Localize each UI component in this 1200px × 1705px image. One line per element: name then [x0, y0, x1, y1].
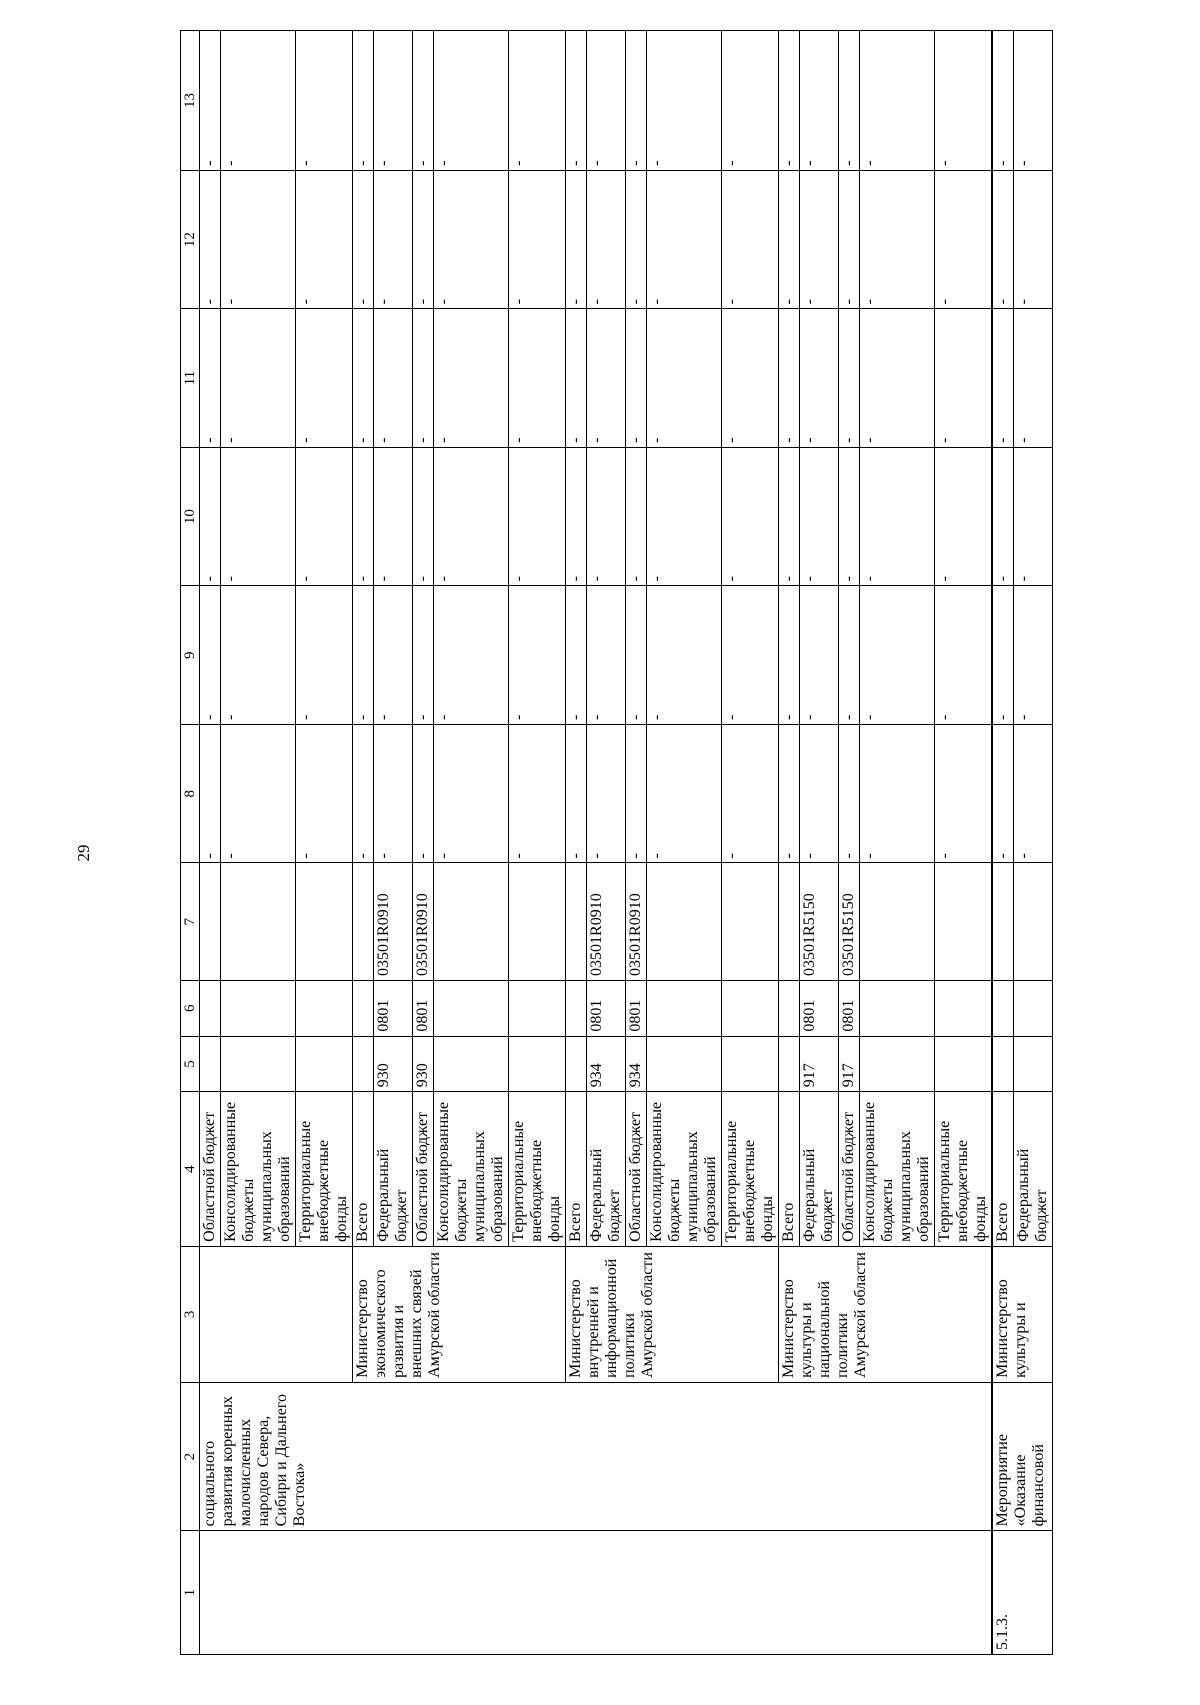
rzpr-cell: 0801	[374, 980, 413, 1036]
value-cell: -	[626, 31, 647, 171]
rzpr-cell: 0801	[626, 980, 647, 1036]
value-cell: -	[647, 724, 722, 863]
value-cell: -	[779, 170, 800, 309]
column-header: 9	[181, 586, 200, 725]
grbs-cell: 930	[413, 1036, 434, 1092]
value-cell: -	[1014, 309, 1053, 448]
value-cell: -	[221, 170, 296, 309]
value-cell: -	[296, 170, 353, 309]
value-cell: -	[509, 309, 566, 448]
item-name-cell: социального развития коренных малочисленных народов Севера, Сибири и Дальнего Востока»	[200, 1382, 993, 1530]
source-cell: Всего	[779, 1092, 800, 1247]
source-cell: Всего	[992, 1092, 1014, 1247]
value-cell: -	[434, 447, 509, 586]
source-cell: Федеральный бюджет	[374, 1092, 413, 1247]
value-cell: -	[860, 724, 935, 863]
executor-cell: Министерство внутренней и информационной политики Амурской области	[566, 1246, 779, 1382]
value-cell: -	[221, 586, 296, 725]
grbs-cell: 934	[587, 1036, 626, 1092]
source-cell: Федеральный бюджет	[1014, 1092, 1053, 1247]
csr-cell: 03501R0910	[626, 863, 647, 981]
source-cell: Территориальные внебюджетные фонды	[509, 1092, 566, 1247]
value-cell: -	[587, 31, 626, 171]
value-cell: -	[779, 447, 800, 586]
page-number: 29	[74, 844, 93, 862]
source-cell: Всего	[353, 1092, 374, 1247]
csr-cell: 03501R5150	[800, 863, 839, 981]
value-cell: -	[722, 447, 779, 586]
value-cell: -	[860, 170, 935, 309]
column-header: 6	[181, 980, 200, 1036]
rotated-table-container	[180, 30, 1053, 1655]
value-cell: -	[353, 586, 374, 725]
csr-cell: 03501R0910	[587, 863, 626, 981]
rzpr-cell	[200, 980, 221, 1036]
value-cell: -	[221, 724, 296, 863]
column-header: 12	[181, 170, 200, 309]
value-cell: -	[566, 586, 587, 725]
value-cell: -	[509, 170, 566, 309]
csr-cell: 03501R5150	[839, 863, 860, 981]
value-cell: -	[353, 31, 374, 171]
value-cell: -	[779, 309, 800, 448]
value-cell: -	[800, 724, 839, 863]
executor-cell: Министерство экономического развития и внешних связей Амурской области	[353, 1246, 566, 1382]
value-cell: -	[374, 31, 413, 171]
value-cell: -	[509, 31, 566, 171]
executor-cell	[200, 1246, 353, 1382]
value-cell: -	[860, 447, 935, 586]
value-cell: -	[839, 724, 860, 863]
value-cell: -	[779, 31, 800, 171]
value-cell: -	[200, 447, 221, 586]
grbs-cell	[200, 1036, 221, 1092]
value-cell: -	[296, 309, 353, 448]
value-cell: -	[800, 31, 839, 171]
source-cell: Консолидированные бюджеты муниципальных образований	[434, 1092, 509, 1247]
value-cell: -	[1014, 586, 1053, 725]
value-cell: -	[722, 170, 779, 309]
value-cell: -	[647, 309, 722, 448]
value-cell: -	[509, 724, 566, 863]
value-cell: -	[722, 31, 779, 171]
value-cell: -	[221, 309, 296, 448]
item-number-cell: 5.1.3.	[992, 1531, 1053, 1655]
value-cell: -	[566, 31, 587, 171]
value-cell: -	[722, 724, 779, 863]
value-cell: -	[992, 309, 1014, 448]
value-cell: -	[992, 447, 1014, 586]
value-cell: -	[353, 170, 374, 309]
value-cell: -	[413, 447, 434, 586]
value-cell: -	[587, 724, 626, 863]
header-row	[181, 31, 200, 1655]
value-cell: -	[1014, 447, 1053, 586]
value-cell: -	[587, 309, 626, 448]
value-cell: -	[626, 170, 647, 309]
value-cell: -	[935, 31, 993, 171]
value-cell: -	[722, 586, 779, 725]
value-cell: -	[413, 309, 434, 448]
column-header: 11	[181, 309, 200, 448]
value-cell: -	[800, 309, 839, 448]
value-cell: -	[839, 447, 860, 586]
value-cell: -	[200, 309, 221, 448]
value-cell: -	[935, 170, 993, 309]
value-cell: -	[626, 724, 647, 863]
column-header: 5	[181, 1036, 200, 1092]
column-header: 4	[181, 1092, 200, 1247]
value-cell: -	[647, 447, 722, 586]
source-cell: Консолидированные бюджеты муниципальных образований	[647, 1092, 722, 1247]
column-header: 10	[181, 447, 200, 586]
value-cell: -	[434, 31, 509, 171]
value-cell: -	[800, 586, 839, 725]
value-cell: -	[626, 309, 647, 448]
value-cell: -	[509, 447, 566, 586]
budget-table	[180, 30, 1053, 1655]
value-cell: -	[1014, 724, 1053, 863]
value-cell: -	[434, 309, 509, 448]
value-cell: -	[413, 31, 434, 171]
value-cell: -	[200, 31, 221, 171]
value-cell: -	[221, 31, 296, 171]
value-cell: -	[779, 724, 800, 863]
executor-cell: Министерство культуры и национальной политики Амурской области	[779, 1246, 993, 1382]
grbs-cell: 934	[626, 1036, 647, 1092]
rzpr-cell: 0801	[800, 980, 839, 1036]
value-cell: -	[509, 586, 566, 725]
value-cell: -	[200, 170, 221, 309]
value-cell: -	[1014, 170, 1053, 309]
value-cell: -	[839, 309, 860, 448]
csr-cell: 03501R0910	[374, 863, 413, 981]
source-cell: Консолидированные бюджеты муниципальных образований	[221, 1092, 296, 1247]
value-cell: -	[992, 170, 1014, 309]
value-cell: -	[935, 586, 993, 725]
value-cell: -	[860, 309, 935, 448]
value-cell: -	[647, 31, 722, 171]
value-cell: -	[296, 586, 353, 725]
value-cell: -	[353, 309, 374, 448]
value-cell: -	[647, 586, 722, 725]
rzpr-cell: 0801	[587, 980, 626, 1036]
value-cell: -	[374, 170, 413, 309]
value-cell: -	[935, 724, 993, 863]
value-cell: -	[587, 170, 626, 309]
value-cell: -	[587, 586, 626, 725]
value-cell: -	[626, 447, 647, 586]
value-cell: -	[935, 447, 993, 586]
grbs-cell: 917	[800, 1036, 839, 1092]
value-cell: -	[992, 724, 1014, 863]
source-cell: Областной бюджет	[200, 1092, 221, 1247]
value-cell: -	[566, 309, 587, 448]
source-cell: Территориальные внебюджетные фонды	[935, 1092, 993, 1247]
value-cell: -	[413, 724, 434, 863]
csr-cell	[200, 863, 221, 981]
value-cell: -	[992, 31, 1014, 171]
value-cell: -	[566, 447, 587, 586]
value-cell: -	[374, 586, 413, 725]
value-cell: -	[221, 447, 296, 586]
grbs-cell: 917	[839, 1036, 860, 1092]
value-cell: -	[413, 586, 434, 725]
grbs-cell: 930	[374, 1036, 413, 1092]
value-cell: -	[587, 447, 626, 586]
source-cell: Территориальные внебюджетные фонды	[722, 1092, 779, 1247]
source-cell: Областной бюджет	[626, 1092, 647, 1247]
rzpr-cell: 0801	[413, 980, 434, 1036]
column-header: 3	[181, 1246, 200, 1382]
value-cell: -	[374, 309, 413, 448]
source-cell: Всего	[566, 1092, 587, 1247]
table-row	[992, 31, 1014, 1655]
source-cell: Областной бюджет	[839, 1092, 860, 1247]
table-row	[200, 31, 221, 1655]
value-cell: -	[434, 170, 509, 309]
value-cell: -	[860, 31, 935, 171]
value-cell: -	[296, 724, 353, 863]
rzpr-cell: 0801	[839, 980, 860, 1036]
source-cell: Федеральный бюджет	[587, 1092, 626, 1247]
value-cell: -	[374, 447, 413, 586]
value-cell: -	[992, 586, 1014, 725]
value-cell: -	[1014, 31, 1053, 171]
csr-cell: 03501R0910	[413, 863, 434, 981]
column-header: 7	[181, 863, 200, 981]
value-cell: -	[296, 447, 353, 586]
value-cell: -	[626, 586, 647, 725]
source-cell: Территориальные внебюджетные фонды	[296, 1092, 353, 1247]
value-cell: -	[839, 586, 860, 725]
value-cell: -	[647, 170, 722, 309]
value-cell: -	[800, 170, 839, 309]
value-cell: -	[413, 170, 434, 309]
value-cell: -	[353, 447, 374, 586]
column-header: 2	[181, 1382, 200, 1530]
source-cell: Консолидированные бюджеты муниципальных образований	[860, 1092, 935, 1247]
executor-cell: Министерство культуры и	[992, 1246, 1053, 1382]
value-cell: -	[353, 724, 374, 863]
column-header: 1	[181, 1531, 200, 1655]
value-cell: -	[935, 309, 993, 448]
source-cell: Областной бюджет	[413, 1092, 434, 1247]
value-cell: -	[434, 586, 509, 725]
value-cell: -	[722, 309, 779, 448]
value-cell: -	[800, 447, 839, 586]
value-cell: -	[296, 31, 353, 171]
item-number-cell	[200, 1531, 993, 1655]
value-cell: -	[434, 724, 509, 863]
value-cell: -	[839, 170, 860, 309]
value-cell: -	[566, 170, 587, 309]
item-name-cell: Мероприятие «Оказание финансовой	[992, 1382, 1053, 1530]
value-cell: -	[374, 724, 413, 863]
value-cell: -	[839, 31, 860, 171]
value-cell: -	[200, 724, 221, 863]
column-header: 13	[181, 31, 200, 171]
source-cell: Федеральный бюджет	[800, 1092, 839, 1247]
value-cell: -	[566, 724, 587, 863]
value-cell: -	[779, 586, 800, 725]
value-cell: -	[200, 586, 221, 725]
value-cell: -	[860, 586, 935, 725]
column-header: 8	[181, 724, 200, 863]
